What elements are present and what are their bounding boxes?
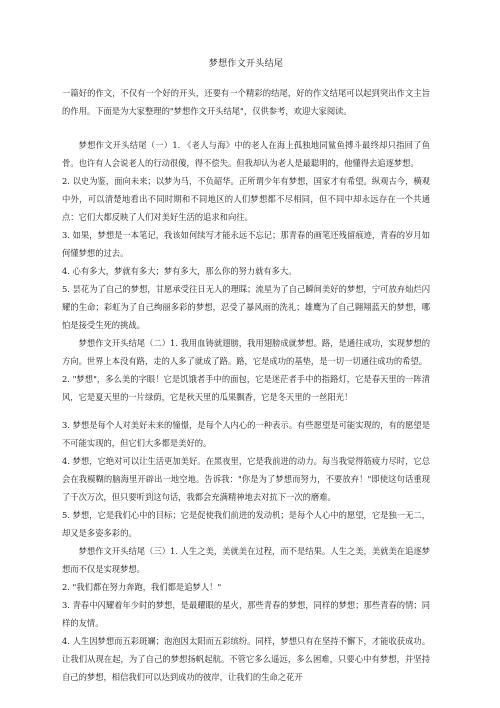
paragraph-s2-2: 2. "梦想"，多么美的字眼！它是饥饿者手中的面包，它是迷茫者手中的指路灯，它是春天里的一阵清风，它是夏天里的一片绿荫，它是秋天里的瓜果飘香，它是冬天里的一丝阳光！	[62, 374, 430, 402]
paragraph-s3-1: 梦想作文开头结尾（三）1. 人生之美，美就美在过程，而不是结果。人生之美，美就美在追逐梦想而不仅是实现梦想。	[62, 546, 430, 574]
document-title: 梦想作文开头结尾	[208, 59, 284, 69]
paragraph-s2-4: 4. 梦想，它绝对可以让生活更加美好。在黑夜里，它是我前进的动力。每当我觉得筋疲力尽时，它总会在我模糊的脑海里开辟出一地空地。告诉我："你是为了梦想而努力，不要放弃！"即使这句话重现了千次万次，但只要听到这句话，我都会充满精神地去对抗下一次的磨难。	[62, 456, 430, 502]
paragraph-s1-2: 2. 以史为鉴，面向未来；以梦为马，不负韶华。正所谓少年有梦想，国家才有希望。纵观古今，横观中外，可以清楚地看出不同时期和不同地区的人们梦想都不尽相同，但不同中却永远存在一个共通点：它们大都反映了人们对美好生活的追求和向往。	[62, 176, 430, 222]
paragraph-s3-3: 3. 青春中闪耀着年少时的梦想，是最耀眼的星火，那些青春的梦想，同样的梦想；那些青春的情；同样的友情。	[62, 600, 430, 628]
document-body	[62, 84, 430, 686]
paragraph-s3-2: 2. "我们都在努力奔跑，我们都是追梦人！"	[62, 582, 222, 592]
paragraph-s2-1: 梦想作文开头结尾（二）1. 我用血铸就翅膀，我用翅膀成就梦想。路，是通往成功，实现梦想的方向。世界上本没有路，走的人多了就成了路。路，它是成功的基垫，是一切一切通往成功的希望。	[62, 338, 430, 366]
paragraph-s1-3: 3. 如果，梦想是一本笔记，我该如何续写才能永远不忘记；那青春的画笔还残留痕迹，青春的岁月如何懂梦想的过去。	[62, 230, 430, 258]
paragraph-intro: 一篇好的作文，不仅有一个好的开头，还要有一个精彩的结尾，好的作文结尾可以起到突出作文主旨的作用。下面是为大家整理的"梦想作文开头结尾"，仅供参考，欢迎大家阅读。	[62, 88, 430, 116]
paragraph-s1-5: 5. 昙花为了自己的梦想，甘愿承受往日无人的理睬；流星为了自己瞬间美好的梦想，宁可放弃灿烂闪耀的生命；彩虹为了自己绚丽多彩的梦想，忍受了暴风雨的洗礼；雄鹰为了自己翱翔蓝天的梦想，哪怕是接受生死的挑战。	[62, 284, 430, 330]
paragraph-s2-5: 5. 梦想，它是我们心中的目标；它是促使我们前进的发动机；是每个人心中的愿望，它是独一无二，却又是多姿多彩的。	[62, 510, 430, 538]
paragraph-s2-3: 3. 梦想是每个人对美好未来的憧憬，是每个人内心的一种表示。有些愿望是可能实现的，有的愿望是不可能实现的，但它们大多都是美好的。	[62, 420, 430, 448]
paragraph-gap	[62, 120, 430, 136]
paragraph-gap	[62, 406, 430, 416]
paragraph-s1-1: 梦想作文开头结尾（一）1. 《老人与海》中的老人在海上孤独地同鲨鱼搏斗最终却只指回了鱼骨。也许有人会说老人的行动很傻，得不偿失。但我却认为老人是最聪明的，他懂得去追逐梦想。	[62, 140, 430, 168]
paragraph-s1-4: 4. 心有多大，梦就有多大；梦有多大，那么你的努力就有多大。	[62, 266, 297, 276]
paragraph-s3-4: 4. 人生因梦想而五彩斑斓；泡泡因太阳而五彩缤纷。同样，梦想只有在坚持不懈下，才能收获成功。让我们从现在起，为了自己的梦想扬帆起航。不管它多么遥远，多么困难，只要心中有梦想，并坚持自己的梦想，相信我们可以达到成功的彼岸，让我们的生命之花开	[62, 636, 430, 682]
